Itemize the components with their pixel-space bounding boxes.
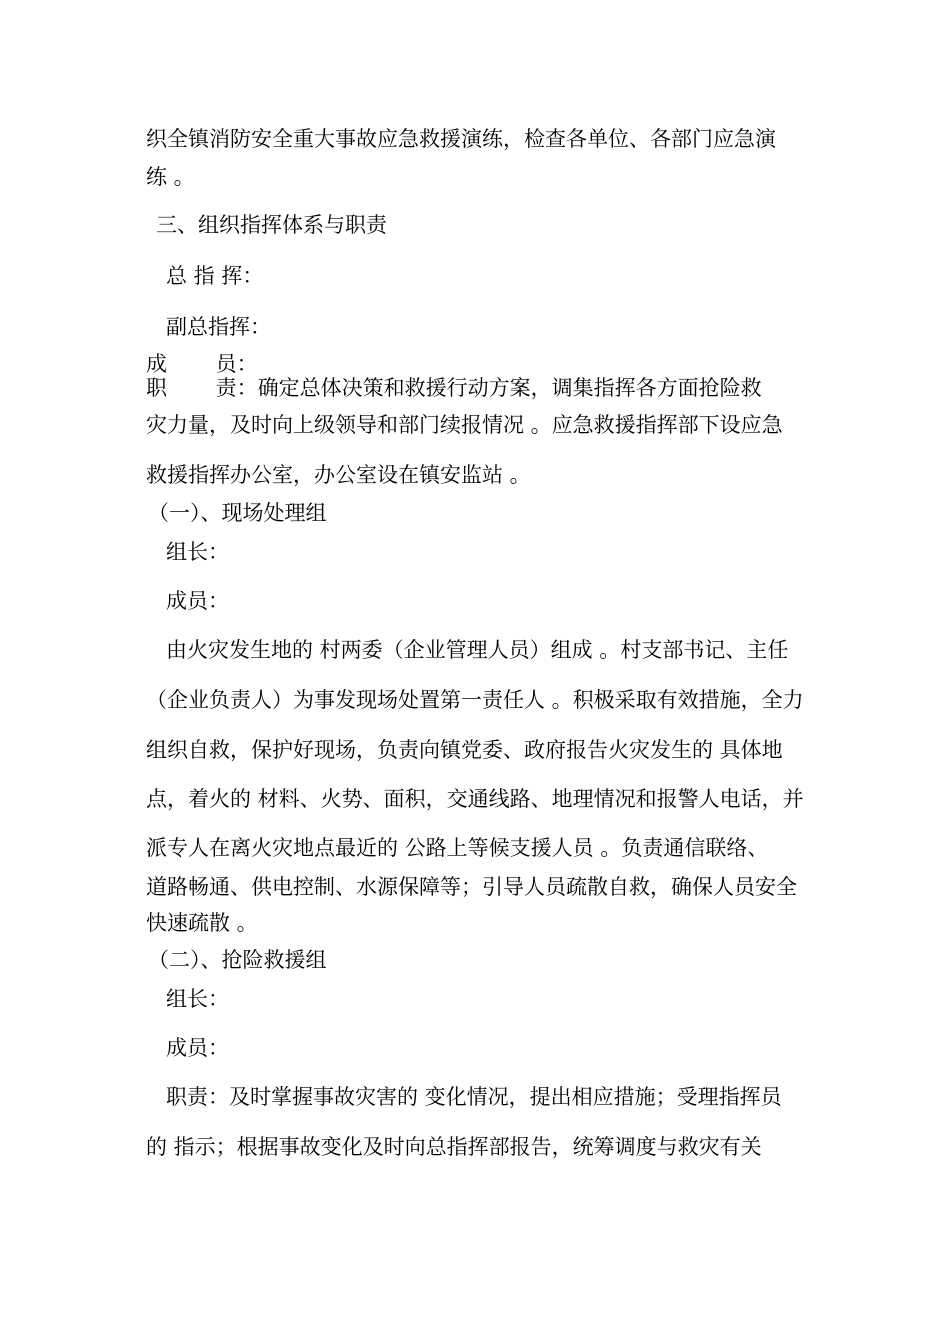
paragraph-line: 织全镇消防安全重大事故应急救援演练，检查各单位、各部门应急演 bbox=[146, 127, 776, 151]
paragraph-line: 职责：及时掌握事故灾害的 变化情况，提出相应措施；受理指挥员 bbox=[166, 1085, 782, 1109]
paragraph-line: 派专人在离火灾地点最近的 公路上等候支援人员 。负责通信联络、 bbox=[146, 836, 769, 860]
paragraph-line: 的 指示；根据事故变化及时向总指挥部报告，统筹调度与救灾有关 bbox=[146, 1135, 762, 1159]
paragraph-line: 组织自救，保护好现场，负责向镇党委、政府报告火灾发生的 具体地 bbox=[146, 738, 783, 762]
field-label-commander: 总 指 挥： bbox=[166, 264, 264, 288]
field-label-group-members: 成员： bbox=[166, 1036, 229, 1060]
paragraph-line: 救援指挥办公室，办公室设在镇安监站 。 bbox=[146, 463, 531, 487]
field-label-group-leader: 组长： bbox=[166, 540, 229, 564]
field-label-members: 成 员： bbox=[146, 352, 258, 376]
paragraph-line: 快速疏散 。 bbox=[146, 911, 258, 935]
subsection-heading: （一）、现场处理组 bbox=[148, 501, 327, 525]
section-heading: 三、组织指挥体系与职责 bbox=[156, 213, 387, 237]
paragraph-line: 点，着火的 材料、火势、面积，交通线路、地理情况和报警人电话，并 bbox=[146, 787, 804, 811]
paragraph-line: 练 。 bbox=[146, 165, 195, 189]
subsection-heading: （二）、抢险救援组 bbox=[148, 948, 327, 972]
field-label-duties: 职 责：确定总体决策和救援行动方案，调集指挥各方面抢险救 bbox=[146, 376, 762, 400]
field-label-group-leader: 组长： bbox=[166, 987, 229, 1011]
paragraph-line: （企业负责人）为事发现场处置第一责任人 。积极采取有效措施，全力 bbox=[146, 688, 804, 712]
field-label-deputy-commander: 副总指挥： bbox=[166, 315, 271, 339]
paragraph-line: 灾力量，及时向上级领导和部门续报情况 。应急救援指挥部下设应急 bbox=[146, 413, 783, 437]
field-label-group-members: 成员： bbox=[166, 589, 229, 613]
paragraph-line: 由火灾发生地的 村两委（企业管理人员）组成 。村支部书记、主任 bbox=[166, 638, 789, 662]
paragraph-line: 道路畅通、供电控制、水源保障等；引导人员疏散自救，确保人员安全 bbox=[146, 875, 797, 899]
